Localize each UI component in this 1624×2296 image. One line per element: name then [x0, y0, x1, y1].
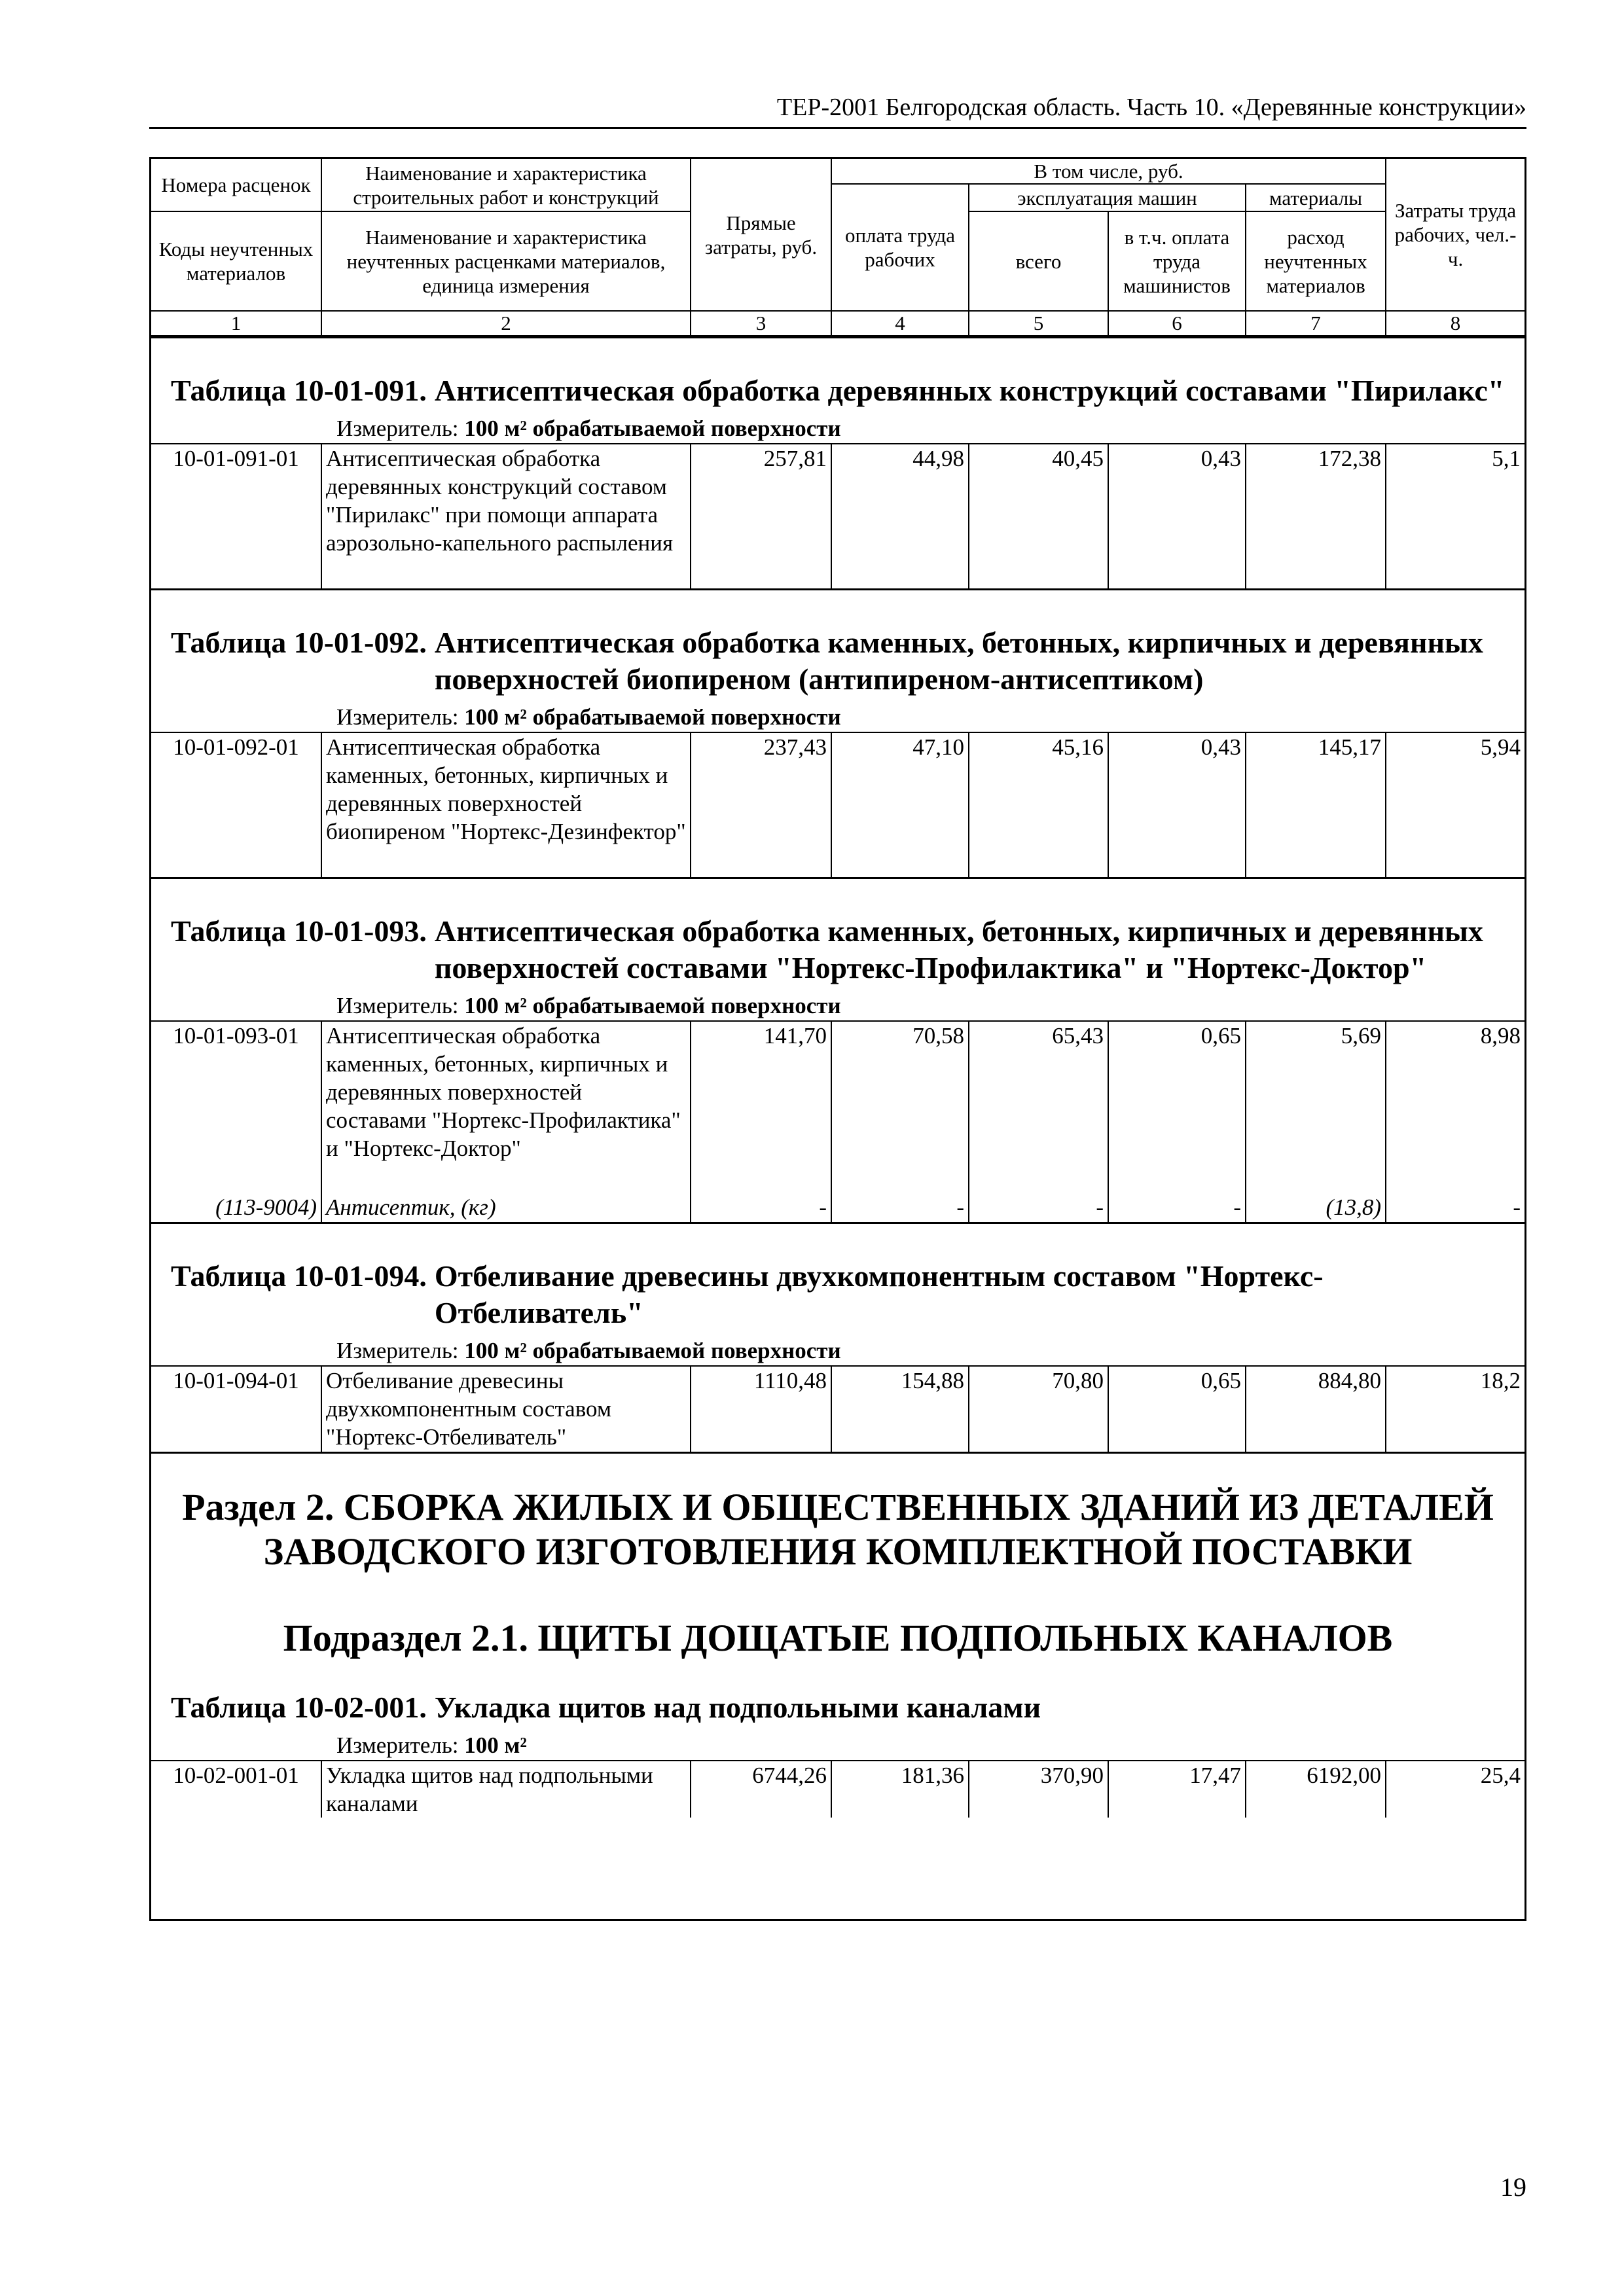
col-header-unaccounted-codes: Коды неучтенных материалов	[151, 211, 321, 311]
materials: 884,80	[1246, 1367, 1386, 1452]
rate-code: 10-01-093-01	[173, 1023, 299, 1049]
rate-name: Антисептическая обработка деревянных конструкций составом "Пирилакс" при помощи аппарата аэрозольно-капельного распыления	[321, 444, 691, 588]
col-number: 7	[1246, 311, 1386, 336]
meter-label: Измеритель:	[336, 1732, 459, 1758]
table-number: Таблица 10-01-093.	[171, 914, 427, 948]
meter-value: 100 м² обрабатываемой поверхности	[464, 993, 841, 1018]
table-name: Отбеливание древесины двухкомпонентным составом "Нортекс-Отбеливатель"	[434, 1259, 1324, 1329]
table-row-unaccounted	[151, 1193, 1525, 1222]
material-code: (113-9004)	[215, 1194, 317, 1220]
meter-value: 100 м² обрабатываемой поверхности	[464, 704, 841, 730]
operator-pay: 0,43	[1108, 444, 1246, 588]
materials: 145,17	[1246, 733, 1386, 877]
col-header-name: Наименование и характеристика строительных работ и конструкций	[321, 159, 691, 211]
direct-costs: 257,81	[691, 444, 831, 588]
table-block-093	[151, 913, 1525, 1224]
rate-code: 10-02-001-01	[173, 1763, 299, 1788]
meter-value: 100 м² обрабатываемой поверхности	[464, 416, 841, 441]
col-number: 8	[1386, 311, 1525, 336]
main-table-frame	[149, 157, 1526, 1921]
rate-code: 10-01-094-01	[173, 1368, 299, 1393]
worker-pay: 154,88	[831, 1367, 969, 1452]
running-header: ТЕР-2001 Белгородская область. Часть 10. «Деревянные конструкции»	[149, 92, 1526, 129]
page-number: 19	[1500, 2172, 1526, 2202]
rates-table	[151, 444, 1525, 588]
meter-line	[151, 414, 1525, 443]
table-title	[151, 913, 1525, 986]
worker-pay: 44,98	[831, 444, 969, 588]
direct-costs: 141,70	[691, 1022, 831, 1193]
direct-costs: 1110,48	[691, 1367, 831, 1452]
labor-hours: 5,94	[1386, 733, 1525, 877]
table-block-092	[151, 624, 1525, 879]
machines-total: 370,90	[969, 1761, 1108, 1818]
meter-label: Измеритель:	[336, 704, 459, 730]
table-header	[151, 159, 1525, 336]
meter-line	[151, 1336, 1525, 1365]
table-title	[151, 1689, 1525, 1726]
meter-line	[151, 1731, 1525, 1760]
materials: 172,38	[1246, 444, 1386, 588]
labor-hours: 5,1	[1386, 444, 1525, 588]
section-heading: Раздел 2. СБОРКА ЖИЛЫХ И ОБЩЕСТВЕННЫХ ЗДАНИЙ ИЗ ДЕТАЛЕЙ ЗАВОДСКОГО ИЗГОТОВЛЕНИЯ КОМПЛЕКТНОЙ ПОСТАВКИ	[182, 1486, 1494, 1573]
table-block-10-02-001	[151, 1689, 1525, 1818]
meter-label: Измеритель:	[336, 1338, 459, 1363]
meter-label: Измеритель:	[336, 416, 459, 441]
machines-total: 40,45	[969, 444, 1108, 588]
col-number: 3	[691, 311, 831, 336]
labor-hours: 8,98	[1386, 1022, 1525, 1193]
operator-pay: 0,43	[1108, 733, 1246, 877]
material-name: Антисептик, (кг)	[321, 1193, 691, 1222]
table-row	[151, 1367, 1525, 1452]
table-name: Укладка щитов над подпольными каналами	[434, 1691, 1041, 1724]
table-title	[151, 372, 1525, 409]
col-number: 4	[831, 311, 969, 336]
col-number: 1	[151, 311, 321, 336]
table-number: Таблица 10-01-092.	[171, 626, 427, 659]
machines-total: -	[969, 1193, 1108, 1222]
subsection-heading: Подраздел 2.1. ЩИТЫ ДОЩАТЫЕ ПОДПОЛЬНЫХ КАНАЛОВ	[283, 1617, 1393, 1659]
materials: (13,8)	[1246, 1193, 1386, 1222]
machines-total: 45,16	[969, 733, 1108, 877]
col-header-operator-pay: в т.ч. оплата труда машинистов	[1108, 211, 1246, 311]
operator-pay: 0,65	[1108, 1022, 1246, 1193]
table-name: Антисептическая обработка каменных, бетонных, кирпичных и деревянных поверхностей биопиреном (антипиреном-антисептиком)	[434, 626, 1483, 696]
table-number: Таблица 10-02-001.	[171, 1691, 427, 1724]
rate-name: Антисептическая обработка каменных, бетонных, кирпичных и деревянных поверхностей составами "Нортекс-Профилактика" и "Нортекс-Доктор"	[321, 1022, 691, 1193]
col-header-labor: Затраты труда рабочих, чел.-ч.	[1386, 159, 1525, 311]
machines-total: 70,80	[969, 1367, 1108, 1452]
direct-costs: -	[691, 1193, 831, 1222]
labor-hours: -	[1386, 1193, 1525, 1222]
col-header-unaccounted-name: Наименование и характеристика неучтенных расценками материалов, единица измерения	[321, 211, 691, 311]
col-number: 5	[969, 311, 1108, 336]
table-title	[151, 1258, 1525, 1331]
rate-name: Укладка щитов над подпольными каналами	[321, 1761, 691, 1818]
col-number: 6	[1108, 311, 1246, 336]
materials: 6192,00	[1246, 1761, 1386, 1818]
labor-hours: 18,2	[1386, 1367, 1525, 1452]
worker-pay: 70,58	[831, 1022, 969, 1193]
table-title	[151, 624, 1525, 698]
table-row	[151, 444, 1525, 588]
table-row	[151, 1022, 1525, 1193]
table-number: Таблица 10-01-091.	[171, 374, 427, 407]
rate-name: Антисептическая обработка каменных, бетонных, кирпичных и деревянных поверхностей биопиреном "Нортекс-Дезинфектор"	[321, 733, 691, 877]
table-block-094	[151, 1258, 1525, 1454]
meter-value: 100 м² обрабатываемой поверхности	[464, 1338, 841, 1363]
table-block-091	[151, 336, 1525, 590]
machines-total: 65,43	[969, 1022, 1108, 1193]
rate-code: 10-01-091-01	[173, 446, 299, 471]
col-header-including: В том числе, руб.	[831, 159, 1386, 184]
operator-pay: -	[1108, 1193, 1246, 1222]
rates-table	[151, 1367, 1525, 1452]
worker-pay: -	[831, 1193, 969, 1222]
col-header-codes: Номера расценок	[151, 159, 321, 211]
worker-pay: 181,36	[831, 1761, 969, 1818]
col-header-machines: эксплуатация машин	[969, 184, 1246, 211]
col-header-unaccounted-materials: расход неучтенных материалов	[1246, 211, 1386, 311]
operator-pay: 0,65	[1108, 1367, 1246, 1452]
table-number: Таблица 10-01-094.	[171, 1259, 427, 1293]
rate-name: Отбеливание древесины двухкомпонентным составом "Нортекс-Отбеливатель"	[321, 1367, 691, 1452]
direct-costs: 237,43	[691, 733, 831, 877]
rates-table	[151, 1761, 1525, 1818]
table-row	[151, 1761, 1525, 1818]
table-name: Антисептическая обработка каменных, бетонных, кирпичных и деревянных поверхностей составами "Нортекс-Профилактика" и "Нортекс-Доктор"	[434, 914, 1483, 984]
rates-table	[151, 733, 1525, 877]
meter-value: 100 м²	[464, 1732, 527, 1758]
meter-line	[151, 992, 1525, 1020]
col-header-materials: материалы	[1246, 184, 1386, 211]
col-header-worker-pay: оплата труда рабочих	[831, 184, 969, 311]
col-number: 2	[321, 311, 691, 336]
col-header-direct-costs: Прямые затраты, руб.	[691, 159, 831, 311]
labor-hours: 25,4	[1386, 1761, 1525, 1818]
rate-code: 10-01-092-01	[173, 734, 299, 760]
worker-pay: 47,10	[831, 733, 969, 877]
direct-costs: 6744,26	[691, 1761, 831, 1818]
rates-table	[151, 1022, 1525, 1222]
meter-label: Измеритель:	[336, 993, 459, 1018]
table-name: Антисептическая обработка деревянных конструкций составами "Пирилакс"	[434, 374, 1505, 407]
materials: 5,69	[1246, 1022, 1386, 1193]
operator-pay: 17,47	[1108, 1761, 1246, 1818]
table-row	[151, 733, 1525, 877]
meter-line	[151, 703, 1525, 732]
col-header-machines-total: всего	[969, 211, 1108, 311]
